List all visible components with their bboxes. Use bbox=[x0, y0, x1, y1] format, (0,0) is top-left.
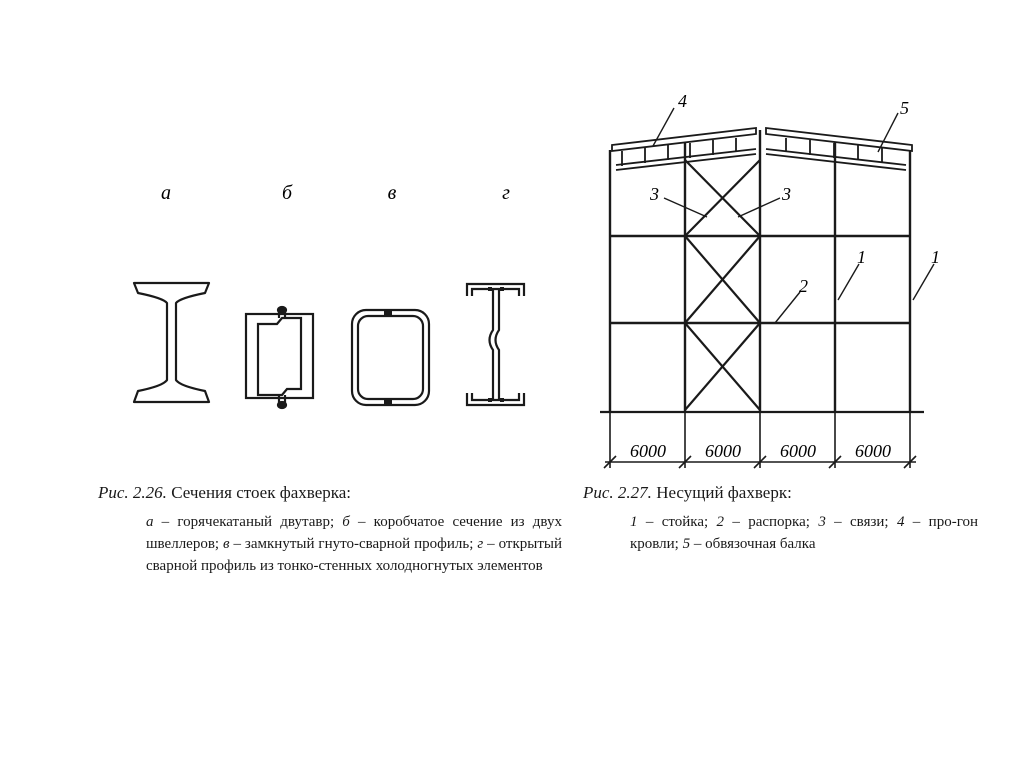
fig-2-27-legend bbox=[630, 511, 978, 555]
callout-3-left: 3 bbox=[650, 184, 659, 204]
legend-key: 2 bbox=[716, 514, 724, 530]
callout-4: 4 bbox=[678, 91, 687, 111]
frame-columns bbox=[610, 130, 910, 412]
legend-text: – коробчатое сечение из двух швеллеров; bbox=[146, 514, 562, 552]
closed-bent-profile-section bbox=[352, 310, 429, 405]
legend-text: – горячекатаный двутавр; bbox=[153, 514, 343, 530]
legend-text: – замкнутый гнуто-сварной профиль; bbox=[229, 536, 478, 552]
fig-2-26-caption bbox=[98, 481, 568, 505]
section-letter-a: а bbox=[161, 182, 171, 204]
fig-2-26-legend bbox=[146, 511, 562, 577]
legend-key: 3 bbox=[818, 514, 826, 530]
open-welded-profile-section bbox=[467, 284, 524, 405]
span-dimension: 6000 bbox=[705, 441, 741, 461]
i-beam-section bbox=[134, 283, 209, 402]
callout-2: 2 bbox=[799, 276, 808, 296]
legend-key: 4 bbox=[896, 514, 905, 530]
callout-1-outer: 1 bbox=[931, 247, 940, 267]
legend-text: – стойка; bbox=[637, 514, 717, 530]
span-dimension: 6000 bbox=[855, 441, 891, 461]
legend-text: – связи; bbox=[825, 514, 897, 530]
legend-key: 5 bbox=[682, 536, 691, 552]
legend-text: – обвязочная балка bbox=[690, 536, 816, 552]
legend-key: а bbox=[146, 514, 154, 530]
caption-title: Несущий фахверк: bbox=[656, 483, 792, 502]
callout-leaders bbox=[653, 108, 934, 323]
legend-text: – про-гон кровли; bbox=[630, 514, 978, 552]
callout-3-right: 3 bbox=[782, 184, 791, 204]
legend-text: – открытый сварной профиль из тонко-стенных холодногнутых элементов bbox=[146, 536, 562, 574]
callout-5: 5 bbox=[900, 98, 909, 118]
legend-key: в bbox=[223, 536, 230, 552]
fig-2-27-caption bbox=[583, 481, 983, 505]
caption-title: Сечения стоек фахверка: bbox=[171, 483, 352, 502]
roof-purlin-right bbox=[766, 128, 912, 170]
legend-key: б bbox=[342, 514, 350, 530]
box-channel-section bbox=[246, 307, 313, 408]
legend-key: 1 bbox=[630, 514, 638, 530]
section-letter-v: в bbox=[387, 182, 397, 204]
callout-1-inner: 1 bbox=[857, 247, 866, 267]
caption-label: Рис. 2.26. bbox=[98, 483, 167, 502]
span-dimension: 6000 bbox=[780, 441, 816, 461]
section-letter-g: г bbox=[502, 182, 510, 204]
legend-text: – распорка; bbox=[724, 514, 819, 530]
legend-key: г bbox=[477, 536, 484, 552]
caption-label: Рис. 2.27. bbox=[583, 483, 652, 502]
span-dimension: 6000 bbox=[630, 441, 666, 461]
section-letter-b: б bbox=[281, 182, 293, 204]
cross-bracing bbox=[685, 160, 760, 410]
